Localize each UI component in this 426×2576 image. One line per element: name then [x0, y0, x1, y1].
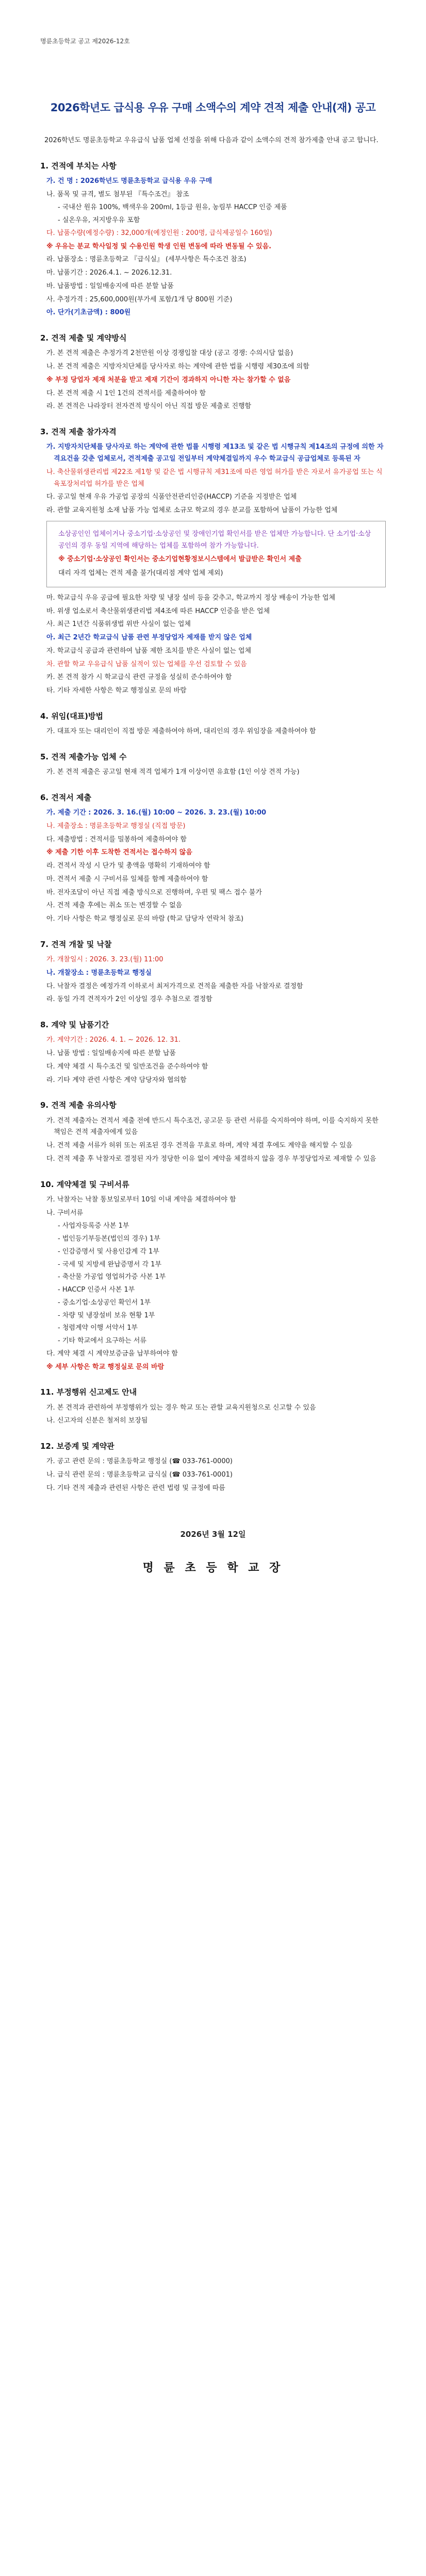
list-item: 다. 기타 견적 제출과 관련된 사항은 관련 법령 및 규정에 따름: [46, 1484, 225, 1492]
list-item: 가. 대표자 또는 대리인이 직접 방문 제출하여야 하며, 대리인의 경우 위임장을 제출하여야 함: [46, 727, 316, 735]
list-item: 나. 견적 제출 서류가 허위 또는 위조된 경우 견적을 무효로 하며, 계약 체결 후에도 계약을 해지할 수 있음: [46, 1142, 353, 1149]
list-item: 라. 동일 가격 견적자가 2인 이상일 경우 추첨으로 결정함: [46, 995, 212, 1004]
list-item: 가. 제출 기간 : 2026. 3. 16.(월) 10:00 ~ 2026. 3. 23.(월) 10:00: [46, 809, 267, 817]
list-item: 사. 견적 제출 후에는 취소 또는 변경할 수 없음: [46, 902, 183, 910]
list-item: 라. 기타 계약 관련 사항은 계약 담당자와 협의함: [46, 1076, 187, 1084]
list-item: 아. 단가(기초금액) : 800원: [46, 309, 131, 317]
list-item: 다. 본 견적 제출 시 1인 1건의 견적서를 제출하여야 함: [46, 389, 206, 397]
section-10: [40, 1178, 386, 1374]
section-title: 10. 계약체결 및 구비서류: [40, 1179, 129, 1189]
section-items: [40, 807, 386, 925]
issuer-signature: 명 륜 초 등 학 교 장: [142, 1561, 284, 1574]
section-items: [40, 442, 386, 517]
list-item: 나. 납품 방법 : 일일배송지에 따른 분할 납품: [46, 1049, 176, 1057]
section-items: [40, 1115, 386, 1165]
list-item: 나. 제출장소 : 명륜초등학교 행정실 (직접 방문): [46, 822, 186, 830]
section-8: [40, 1018, 386, 1086]
list-item: 라. 견적서 작성 시 단가 및 총액을 명확히 기재하여야 함: [46, 862, 210, 870]
list-item: 타. 기타 자세한 사항은 학교 행정실로 문의 바람: [46, 687, 187, 694]
box-line: 대리 자격 업체는 견적 제출 불가(대리점 계약 업체 제외): [58, 569, 223, 577]
section-title: 1. 견적에 부치는 사항: [40, 161, 117, 171]
section-12: [40, 1439, 386, 1495]
list-item: 차. 관할 학교 우유급식 납품 실적이 있는 업체를 우선 검토할 수 있음: [46, 660, 247, 668]
list-item: 가. 견적 제출자는 견적서 제출 전에 반드시 특수조건, 공고문 등 관련 서류를 숙지하여야 하며, 이를 숙지하지 못한 책임은 견적 제출자에게 있음: [46, 1116, 379, 1137]
section-3: [40, 425, 386, 697]
list-item: 가. 본 견적 제출은 추정가격 2천만원 이상 경쟁입찰 대상 (공고 경쟁: 수의시담 없음): [46, 349, 293, 358]
section-items: [40, 592, 386, 697]
section-5: [40, 750, 386, 778]
section-title: 12. 보증계 및 계약관: [40, 1442, 114, 1451]
section-items: [40, 954, 386, 1006]
list-item: 나. 구비서류: [46, 1209, 84, 1217]
section-11: [40, 1385, 386, 1427]
section-title: 7. 견적 개찰 및 낙찰: [40, 939, 112, 949]
list-item: 가. 공고 관련 문의 : 명륜초등학교 행정실 (☎ 033-761-0000): [46, 1458, 233, 1466]
section-items: [40, 726, 386, 738]
section-title: 11. 부정행위 신고제도 안내: [40, 1387, 137, 1397]
list-item: 다. 납품수량(예정수량) : 32,000개(예정인원 : 200명, 급식제공일수 160일): [46, 229, 272, 237]
list-item: - HACCP 인증서 사본 1부: [58, 1286, 135, 1294]
list-item: 가. 건 명 : 2026학년도 명륜초등학교 급식용 우유 구매: [46, 177, 212, 185]
list-item: 나. 본 견적 제출은 지방자치단체를 당사자로 하는 계약에 관한 법률 시행령 제30조에 의함: [46, 363, 309, 370]
list-item: 사. 최근 1년간 식품위생법 위반 사실이 없는 업체: [46, 620, 191, 629]
section-2: [40, 331, 386, 413]
list-item: 사. 추정가격 : 25,600,000원(부가세 포함/1개 당 800원 기준): [46, 295, 233, 303]
list-item: 라. 납품장소 : 명륜초등학교 『급식실』 (세부사항은 특수조건 참조): [46, 256, 247, 264]
list-item: 바. 전자조달이 아닌 직접 제출 방식으로 진행하며, 우편 및 팩스 접수 불가: [46, 888, 262, 896]
list-item: 다. 계약 체결 시 계약보증금을 납부하여야 함: [46, 1349, 178, 1358]
list-item: 가. 본 견적과 관련하여 부정행위가 있는 경우 학교 또는 관할 교육지원청으로 신고할 수 있음: [46, 1403, 316, 1412]
list-item: - 기타 학교에서 요구하는 서류: [58, 1337, 146, 1345]
list-item: 자. 학교급식 공급과 관련하여 납품 제한 조치를 받은 사실이 없는 업체: [46, 647, 252, 655]
section-items: [40, 348, 386, 413]
list-item: - 사업자등록증 사본 1부: [58, 1222, 129, 1230]
list-item: - 실온우유, 저지방우유 포함: [58, 216, 140, 224]
intro-paragraph: 2026학년도 명륜초등학교 우유급식 납품 업체 선정을 위해 다음과 같이 소액수의 견적 참가제출 안내 공고 합니다.: [44, 136, 379, 144]
list-item: 아. 기타 사항은 학교 행정실로 문의 바람 (학교 담당자 연락처 참조): [46, 915, 244, 923]
section-items: [40, 1194, 386, 1374]
section-7: [40, 938, 386, 1006]
list-item: 나. 품목 및 규격, 별도 첨부된 『특수조건』 참조: [46, 190, 189, 198]
list-item: 마. 견적서 제출 시 구비서류 일체를 함께 제출하여야 함: [46, 875, 208, 883]
notice-date: 2026년 3월 12일: [180, 1529, 246, 1539]
list-item: ※ 세부 사항은 학교 행정실로 문의 바람: [46, 1363, 165, 1371]
list-item: - 중소기업·소상공인 확인서 1부: [58, 1298, 151, 1307]
list-item: 다. 낙찰자 결정은 예정가격 이하로서 최저가격으로 견적을 제출한 자를 낙찰자로 결정함: [46, 982, 303, 990]
section-title: 9. 견적 제출 유의사항: [40, 1100, 117, 1110]
section-title: 3. 견적 제출 참가자격: [40, 427, 117, 436]
section-title: 5. 견적 제출가능 업체 수: [40, 752, 127, 761]
list-item: ※ 부정 당업자 제재 처분을 받고 제재 기간이 경과하지 아니한 자는 참가할 수 없음: [46, 376, 291, 384]
section-title: 2. 견적 제출 및 계약방식: [40, 333, 127, 343]
list-item: 바. 위생 업소로서 축산물위생관리법 제4조에 따른 HACCP 인증을 받은 업체: [46, 607, 270, 615]
box-line: 소상공인인 업체이거나 중소기업·소상공인 및 장애인기업 확인서를 받은 업체만 가능합니다. 단 소기업·소상공인의 경우 동일 지역에 해당하는 업체를 포함하여 참가 가능합니다.: [58, 530, 371, 550]
list-item: 나. 신고자의 신분은 철저히 보장됨: [46, 1417, 148, 1425]
list-item: 가. 낙찰자는 낙찰 통보일로부터 10일 이내 계약을 체결하여야 함: [46, 1195, 236, 1204]
notice-reference: 명륜초등학교 공고 제2026-12호: [40, 38, 130, 45]
eligibility-box: [46, 521, 386, 587]
section-items: [40, 1035, 386, 1086]
list-item: 라. 관할 교육지원청 소재 납품 가능 업체로 소규모 학교의 경우 분교를 포함하여 납품이 가능한 업체: [46, 506, 338, 514]
list-item: 다. 견적 제출 후 낙찰자로 결정된 자가 정당한 이유 없이 계약을 체결하지 않을 경우 부정당업자로 제재할 수 있음: [46, 1155, 376, 1163]
list-item: 바. 납품방법 : 일일배송지에 따른 분할 납품: [46, 282, 174, 290]
section-6: [40, 791, 386, 925]
box-line: ※ 중소기업·소상공인 확인서는 중소기업현황정보시스템에서 발급받은 확인서 제출: [58, 555, 302, 564]
list-item: 아. 최근 2년간 학교급식 납품 관련 부정당업자 제재를 받지 않은 업체: [46, 634, 252, 641]
list-item: ※ 우유는 분교 학사일정 및 수용인원 학생 인원 변동에 따라 변동될 수 있음.: [46, 242, 272, 250]
section-items: [40, 176, 386, 319]
list-item: 마. 학교급식 우유 공급에 필요한 차량 및 냉장 설비 등을 갖추고, 학교까지 정상 배송이 가능한 업체: [46, 594, 336, 602]
list-item: - 국내산 원유 100%, 백색우유 200ml, 1등급 원유, 농림부 HACCP 인증 제품: [58, 204, 287, 212]
list-item: 가. 개찰일시 : 2026. 3. 23.(월) 11:00: [46, 956, 163, 963]
section-title: 4. 위임(대표)방법: [40, 711, 104, 721]
section-items: [40, 767, 386, 778]
list-item: 가. 지방자치단체를 당사자로 하는 계약에 관한 법률 시행령 제13조 및 같은 법 시행규칙 제14조의 규정에 의한 자격요건을 갖춘 업체로서, 견적제출 공고일 전일부터 계약체결일까지 우수 학교급식 공급업체로 등록된 자: [46, 443, 384, 463]
list-item: - 국세 및 지방세 완납증명서 각 1부: [58, 1260, 162, 1268]
list-item: - 청렴계약 이행 서약서 1부: [58, 1324, 138, 1332]
section-title: 6. 견적서 제출: [40, 792, 92, 802]
list-item: 다. 공고일 현재 우유 가공업 공장의 식품안전관리인증(HACCP) 기준을 지정받은 업체: [46, 493, 297, 501]
list-item: ※ 제출 기한 이후 도착한 견적서는 접수하지 않음: [46, 849, 192, 857]
list-item: 카. 본 견적 참가 시 학교급식 관련 규정을 성실히 준수하여야 함: [46, 673, 232, 682]
section-items: [40, 1402, 386, 1428]
list-item: 나. 축산물위생관리법 제22조 제1항 및 같은 법 시행규칙 제31조에 따른 영업 허가를 받은 자로서 유가공업 또는 식육포장처리업 허가를 받은 업체: [46, 468, 383, 488]
list-item: - 축산물 가공업 영업허가증 사본 1부: [58, 1273, 166, 1281]
list-item: 마. 납품기간 : 2026.4.1. ~ 2026.12.31.: [46, 269, 172, 277]
section-9: [40, 1098, 386, 1165]
list-item: 라. 본 견적은 나라장터 전자견적 방식이 아닌 직접 방문 제출로 진행함: [46, 402, 252, 411]
list-item: 다. 계약 체결 시 특수조건 및 일반조건을 준수하여야 함: [46, 1062, 208, 1071]
section-title: 8. 계약 및 납품기간: [40, 1020, 109, 1029]
list-item: - 법인등기부등본(법인의 경우) 1부: [58, 1235, 160, 1243]
list-item: 다. 제출방법 : 견적서를 밀봉하여 제출하여야 함: [46, 835, 187, 843]
list-item: 나. 급식 관련 문의 : 명륜초등학교 급식실 (☎ 033-761-0001): [46, 1471, 233, 1479]
list-item: 가. 본 견적 제출은 공고일 현재 적격 업체가 1개 이상이면 유효함 (1인 이상 견적 가능): [46, 768, 300, 776]
list-item: 나. 개찰장소 : 명륜초등학교 행정실: [46, 969, 152, 977]
section-1: [40, 159, 386, 319]
list-item: - 인감증명서 및 사용인감계 각 1부: [58, 1247, 159, 1256]
list-item: 가. 계약기간 : 2026. 4. 1. ~ 2026. 12. 31.: [46, 1036, 181, 1044]
list-item: - 차량 및 냉장설비 보유 현황 1부: [58, 1311, 155, 1319]
page-title: 2026학년도 급식용 우유 구매 소액수의 계약 견적 제출 안내(재) 공고: [50, 101, 376, 114]
section-items: [40, 1456, 386, 1494]
section-4: [40, 709, 386, 738]
